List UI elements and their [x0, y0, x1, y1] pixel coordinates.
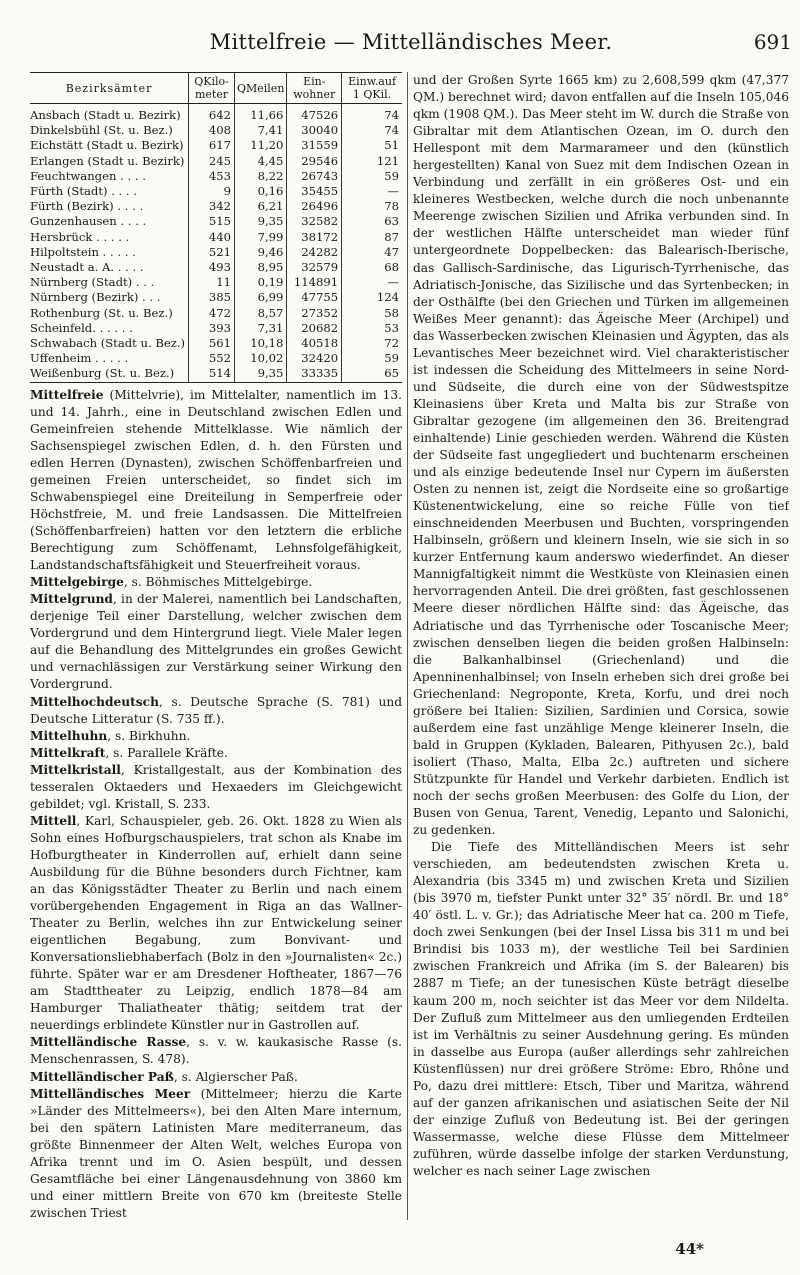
entry-headword: Mittelkristall — [30, 762, 121, 777]
table-cell: 408 — [189, 123, 235, 138]
entry-text: , s. v. w. kaukasische Rasse (s. Menschenrassen, S. 478). — [30, 1035, 402, 1067]
table-cell: Rothenburg (St. u. Bez.) — [30, 305, 173, 320]
table-cell: Nürnberg (Bezirk) . . . — [30, 290, 161, 305]
table-cell: 561 — [189, 336, 235, 351]
table-cell: 642 — [189, 104, 235, 124]
table-cell: 493 — [189, 260, 235, 275]
table-cell: 24282 — [287, 245, 342, 260]
body-paragraph: Die Tiefe des Mittelländischen Meers ist sehr verschieden, am bedeutendsten zwischen Kreta u. Alexandria (bis 3345 m) und zwischen Kreta und Sizilien (bis 3970 m, tiefster Punkt unter 32° 35′ nördl. Br. und 18° 40′ östl. L. v. Gr.); das Adriatische Meer hat ca. 200 m Tiefe, doch zwei Senkungen (bei der Insel Lissa bis 311 m und bei Brindisi bis 1033 m), der westliche Teil bei Sardinien zwischen Frankreich und Afrika (im S. der Balearen) bis 2887 m Tiefe; an der tunesischen Küste beträgt dieselbe kaum 200 m, noch seichter ist das Meer vor dem Nildelta. Der Zufluß zum Mittelmeer aus den umliegenden Erdteilen ist im Verhältnis zu seiner Ausdehnung gering. Es münden in dasselbe aus Europa (außer allerdings sehr zahlreichen Küstenflüssen) nur drei größere Ströme: Ebro, Rhône und Po, dazu drei mittlere: Etsch, Tiber und Maritza, während auf der ganzen afrikanischen und asiatischen Seite der Nil der einzige Zufluß von Bedeutung ist. Bei der geringen Wassermasse, welche diese Flüsse dem Mittelmeer zuführen, würde dasselbe infolge der starken Verdunstung, welcher es nach seiner Lage zwischen — [413, 840, 789, 1178]
table-row — [30, 366, 402, 382]
table-cell: 9,35 — [234, 366, 286, 382]
entry-text: , s. Böhmisches Mittelgebirge. — [123, 575, 313, 590]
lexicon-entry — [30, 1086, 402, 1222]
district-table — [30, 72, 402, 383]
table-cell: 51 — [342, 138, 402, 153]
table-cell: 121 — [342, 154, 402, 169]
table-cell: 32582 — [287, 214, 342, 229]
table-row — [30, 104, 402, 124]
table-cell: 8,95 — [234, 260, 286, 275]
table-cell: 4,45 — [234, 154, 286, 169]
table-cell: 74 — [342, 104, 402, 124]
table-cell: 472 — [189, 306, 235, 321]
left-entries — [30, 387, 402, 1222]
table-cell: 0,16 — [234, 184, 286, 199]
entry-headword: Mittelgebirge — [30, 575, 124, 590]
table-row — [30, 275, 402, 290]
table-cell: 7,31 — [234, 321, 286, 336]
table-cell: 32420 — [287, 351, 342, 366]
table-cell: 515 — [189, 214, 235, 229]
table-cell: 58 — [342, 306, 402, 321]
table-cell: 47755 — [287, 290, 342, 305]
table-cell: 514 — [189, 366, 235, 382]
table-cell: 342 — [189, 199, 235, 214]
table-cell: 63 — [342, 214, 402, 229]
table-cell: 29546 — [287, 154, 342, 169]
table-cell: 27352 — [287, 306, 342, 321]
header-qmeilen: QMeilen — [234, 73, 286, 104]
table-row — [30, 321, 402, 336]
table-row — [30, 138, 402, 153]
table-row — [30, 245, 402, 260]
table-cell: 26496 — [287, 199, 342, 214]
table-body — [30, 104, 402, 383]
table-cell: 440 — [189, 230, 235, 245]
table-cell: 87 — [342, 230, 402, 245]
table-cell: 68 — [342, 260, 402, 275]
table-cell: 7,41 — [234, 123, 286, 138]
table-cell: 7,99 — [234, 230, 286, 245]
table-row — [30, 214, 402, 229]
header-einw-per-qkil: Einw.auf 1 QKil. — [342, 73, 402, 104]
signature-mark: 44* — [675, 1240, 704, 1258]
entry-headword: Mittell — [30, 813, 77, 828]
header-einwohner: Ein-wohner — [287, 73, 342, 104]
table-cell: — — [342, 184, 402, 199]
table-cell: 38172 — [287, 230, 342, 245]
entry-text: , Karl, Schauspieler, geb. 26. Okt. 1828 zu Wien als Sohn eines Hofburgschauspielers, trat schon als Knabe im Hofburgtheater in Kinderrollen auf, erhielt dann seine Ausbildung für die Bühne besonders durch Fichtner, kam an das Königsstädter Theater zu Berlin und nach einem vorübergehenden Engagement in Riga an das Wallner-Theater zu Berlin, welches ihn zur Entwickelung seiner eigentlichen Begabung, zum Bonvivant- und Konversationsliebhaberfach (Bolz in den »Journalisten« 2c.) führte. Später war er am Dresdener Hoftheater, 1867—76 am Stadttheater zu Leipzig, endlich 1878—84 am Hamburger Thaliatheater thätig; seitdem trat der neuerdings erblindete Künstler nur in Gastrollen auf. — [30, 813, 402, 1033]
header-qkilometer: QKilo-meter — [189, 73, 235, 104]
body-paragraph: und der Großen Syrte 1665 km) zu 2,608,599 qkm (47,377 QM.) berechnet wird; davon entfallen auf die Inseln 105,046 qkm (1908 QM.). Das Meer steht im W. durch die Straße von Gibraltar mit dem Atlantischen Ozean, im O. durch den Hellespont mit dem Marmarameer und den (künstlich hergestellten) Kanal von Suez mit dem Indischen Ozean in Verbindung und zerfällt in ein größeres Ost- und ein kleineres Westbecken, welche durch die noch unbenannte Meerenge zwischen Sizilien und Afrika verbunden sind. In der westlichen Hälfte unterscheidet man wieder fünf untergeordnete Doppelbecken: das Balearisch-Iberische, das Gallisch-Sardinische, das Ligurisch-Tyrrhenische, das Adriatisch-Jonische, das Sizilische und das Syrtenbecken; in der Osthälfte (bei den Griechen und Türken im allgemeinen Weißes Meer genannt): das Ägeische Meer (Archipel) und das Wasserbecken zwischen Kleinasien und Ägypten, das als Levantisches Meer bezeichnet wird. Viel charakteristischer ist indessen die Scheidung des Mittelmeers in seine Nord- und Südseite, die durch eine von der Südwestspitze Kleinasiens über Kreta und Malta bis zur Straße von Gibraltar gezogene (im allgemeinen den 36. Breitengrad einhaltende) Linie geschieden werden. Während die Küsten der Südseite fast ungegliedert und buchtenarm erscheinen und als einzige bedeutende Insel nur Cypern im äußersten Osten zu nennen ist, zeigt die Nordseite eine so großartige Küstenentwickelung, eine so reiche Fülle von tief einschneidenden Meerbusen und Buchten, vorspringenden Halbinseln, größern und kleinern Inseln, wie sie sich in so kurzer Entfernung kaum anderswo wiederfindet. An dieser Mannigfaltigkeit nimmt die Westküste von Kleinasien einen hervorragenden Anteil. Die drei größten, fast geschlossenen Meere dieser nördlichen Hälfte sind: das Ägeische, das Adriatische und das Tyrrhenische oder Toscanische Meer; zwischen denselben liegen die beiden großen Halbinseln: die Balkanhalbinsel (Griechenland) und die Apenninenhalbinsel; von Inseln erheben sich drei große bei Griechenland: Negroponte, Kreta, Korfu, und drei noch größere bei Italien: Sizilien, Sardinien und Corsica, sowie außerdem eine fast unzählige Menge kleinerer Inseln, die bald in Gruppen (Kykladen, Balearen, Pithyusen 2c.), bald isoliert (Thaso, Malta, Elba 2c.) auftreten und sichere Stützpunkte für Handel und Verkehr darbieten. Endlich ist noch der sechs großen Meerbusen: des Golfe du Lion, der Busen von Genua, Tarent, Venedig, Lepanto und Salonichi, zu gedenken. — [413, 73, 789, 838]
table-cell: 10,18 — [234, 336, 286, 351]
table-cell: Scheinfeld. . . . . . — [30, 320, 133, 335]
table-cell: 11 — [189, 275, 235, 290]
table-cell: Hersbrück . . . . . — [30, 229, 130, 244]
table-cell: Schwabach (Stadt u. Bez.) — [30, 336, 186, 351]
table-row — [30, 169, 402, 184]
table-cell: 47 — [342, 245, 402, 260]
running-title: Mittelfreie — Mittelländisches Meer. — [209, 30, 613, 54]
left-column — [30, 72, 402, 1222]
table-cell: 10,02 — [234, 351, 286, 366]
table-cell: 59 — [342, 169, 402, 184]
table-cell: 32579 — [287, 260, 342, 275]
table-cell: 30040 — [287, 123, 342, 138]
entry-headword: Mittelländisches Meer — [30, 1086, 191, 1101]
table-cell: 59 — [342, 351, 402, 366]
entry-text: (Mittelmeer; hierzu die Karte »Länder des Mittelmeers«), bei den Alten Mare internum, bei den spätern Latinisten Mare mediterraneum, das größte Binnenmeer der Alten Welt, welches Europa von Afrika trennt und im O. Asien bespült, und dessen Gesamtfläche bei einer Längenausdehnung von 3860 km und einer mittlern Breite von 670 km (breiteste Stelle zwischen Triest — [30, 1086, 402, 1220]
lexicon-entry — [30, 574, 402, 591]
table-cell: 74 — [342, 123, 402, 138]
header-bezirksaemter: Bezirksämter — [30, 73, 189, 104]
table-cell: 11,20 — [234, 138, 286, 153]
entry-text: , s. Birkhuhn. — [107, 728, 191, 743]
page-header — [30, 30, 792, 56]
table-cell: Neustadt a. A. . . . . — [30, 260, 144, 275]
table-cell: 385 — [189, 290, 235, 305]
entry-text: , s. Parallele Kräfte. — [105, 745, 228, 760]
table-row — [30, 290, 402, 305]
table-row — [30, 260, 402, 275]
table-header-row — [30, 73, 402, 104]
table-cell: 8,22 — [234, 169, 286, 184]
entry-headword: Mittelgrund — [30, 592, 113, 607]
table-row — [30, 230, 402, 245]
table-cell: 6,21 — [234, 199, 286, 214]
entry-headword: Mittelländischer Paß — [30, 1069, 174, 1084]
table-cell: 9,46 — [234, 245, 286, 260]
lexicon-entry — [30, 1034, 402, 1068]
table-cell: 124 — [342, 290, 402, 305]
table-cell: Hilpoltstein . . . . . — [30, 244, 136, 259]
lexicon-entry — [30, 813, 402, 1035]
right-column — [413, 72, 789, 1222]
table-cell: 47526 — [287, 104, 342, 124]
entry-text: , in der Malerei, namentlich bei Landschaften, derjenige Teil einer Darstellung, welcher zwischen dem Vordergrund und dem Hintergrund liegt. Viele Maler legen auf die Behandlung des Mittelgrundes ein großes Gewicht und vernachlässigen zur Verstärkung seiner Wirkung den Vordergrund. — [30, 592, 402, 692]
lexicon-entry — [30, 694, 402, 728]
entry-headword: Mittelhuhn — [30, 728, 108, 743]
table-cell: 114891 — [287, 275, 342, 290]
table-cell: 31559 — [287, 138, 342, 153]
column-divider — [407, 72, 408, 1220]
table-cell: 53 — [342, 321, 402, 336]
table-cell: 617 — [189, 138, 235, 153]
lexicon-entry — [30, 762, 402, 813]
table-cell: Dinkelsbühl (St. u. Bez.) — [30, 123, 173, 138]
table-row — [30, 184, 402, 199]
lexicon-entry — [30, 1069, 402, 1086]
table-cell: — — [342, 275, 402, 290]
table-cell: 40518 — [287, 336, 342, 351]
lexicon-entry — [30, 387, 402, 575]
table-cell: 521 — [189, 245, 235, 260]
table-cell: 6,99 — [234, 290, 286, 305]
table-cell: Ansbach (Stadt u. Bezirk) — [30, 108, 181, 122]
table-cell: Erlangen (Stadt u. Bezirk) — [30, 153, 185, 168]
table-row — [30, 154, 402, 169]
page-number: 691 — [753, 30, 792, 54]
table-cell: 35455 — [287, 184, 342, 199]
table-cell: Fürth (Stadt) . . . . — [30, 184, 137, 199]
table-cell: 9 — [189, 184, 235, 199]
table-cell: 20682 — [287, 321, 342, 336]
table-cell: 65 — [342, 366, 402, 382]
lexicon-entry — [30, 745, 402, 762]
entry-headword: Mittelfreie — [30, 387, 104, 402]
entry-headword: Mittelkraft — [30, 745, 106, 760]
table-cell: Nürnberg (Stadt) . . . — [30, 275, 155, 290]
entry-headword: Mittelhochdeutsch — [30, 694, 159, 709]
table-cell: 26743 — [287, 169, 342, 184]
table-cell: 552 — [189, 351, 235, 366]
table-cell: 11,66 — [234, 104, 286, 124]
table-cell: 9,35 — [234, 214, 286, 229]
table-cell: 8,57 — [234, 306, 286, 321]
lexicon-entry — [30, 591, 402, 693]
table-cell: Gunzenhausen . . . . — [30, 214, 147, 229]
table-cell: Weißenburg (St. u. Bez.) — [30, 366, 175, 381]
table-cell: 33335 — [287, 366, 342, 382]
table-cell: 0,19 — [234, 275, 286, 290]
entry-text: , s. Deutsche Sprache (S. 781) und Deutsche Litteratur (S. 735 ff.). — [30, 694, 402, 726]
entry-text: , Kristallgestalt, aus der Kombination des tesseralen Oktaeders und Hexaeders im Gleichgewicht gebildet; vgl. Kristall, S. 233. — [30, 762, 402, 811]
table-cell: 245 — [189, 154, 235, 169]
table-row — [30, 351, 402, 366]
table-cell: 393 — [189, 321, 235, 336]
table-cell: Feuchtwangen . . . . — [30, 168, 146, 183]
table-cell: 78 — [342, 199, 402, 214]
entry-text: (Mittelvrie), im Mittelalter, namentlich im 13. und 14. Jahrh., eine in Deutschland zwischen Edlen und Gemeinfreien stehende Mittelklasse. Wie nämlich der Sachsenspiegel zwischen Edlen, d. h. den Fürsten und edlen Herren (Dynasten), zwischen Schöffenbarfreien und gemeinen Freien unterscheidet, so findet sich im Schwabenspiegel eine Dreiteilung in Semperfreie oder Höchstfreie, M. und freie Landsassen. Die Mittelfreien (Schöffenbarfreien) hatten vor den letztern die erbliche Berechtigung zum Schöffenamt, Lehnsfolgefähigkeit, Landstandschaftsfähigkeit und Steuerfreiheit voraus. — [30, 387, 402, 573]
table-cell: Eichstätt (Stadt u. Bezirk) — [30, 138, 184, 153]
entry-text: , s. Algierscher Paß. — [173, 1069, 298, 1084]
table-cell: 453 — [189, 169, 235, 184]
lexicon-entry — [30, 728, 402, 745]
table-row — [30, 123, 402, 138]
table-row — [30, 306, 402, 321]
table-cell: Fürth (Bezirk) . . . . — [30, 199, 144, 214]
entry-headword: Mittelländische Rasse — [30, 1035, 187, 1050]
table-row — [30, 336, 402, 351]
table-cell: Uffenheim . . . . . — [30, 351, 129, 366]
table-row — [30, 199, 402, 214]
table-cell: 72 — [342, 336, 402, 351]
